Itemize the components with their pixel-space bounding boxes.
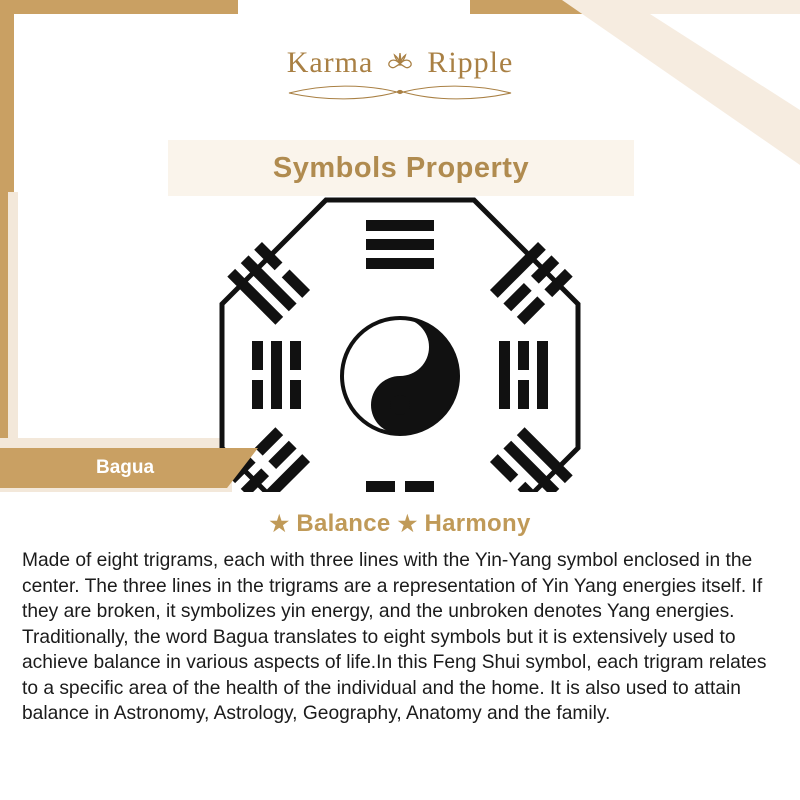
brand-logo xyxy=(0,46,800,80)
brand-name-right: Ripple xyxy=(427,46,514,79)
decor-left-bar xyxy=(0,172,14,192)
lotus-infinity-icon xyxy=(383,50,417,76)
description-section xyxy=(0,492,800,800)
brand-name-left: Karma xyxy=(286,46,374,79)
page-title: Symbols Property xyxy=(272,152,530,184)
star-icon-left: ★ xyxy=(269,511,290,536)
decor-band-top-left xyxy=(0,0,238,14)
figure-label-text: Bagua xyxy=(96,457,155,478)
description-paragraph: Made of eight trigrams, each with three lines with the Yin-Yang symbol enclosed in the center. The three lines in the trigrams are a representation of Yin Yang energies itself. If they are broken, it symbolizes yin energy, and the unbroken denotes Yang energies. Traditionally, the word Bagua translates to eight symbols but it is extensively used to achieve balance in various aspects of life.In this Feng Shui symbol, each trigram relates to a specific area of the health of the individual and the home. It is also used to attain balance in Astronomy, Astrology, Geography, Anatomy and the family. xyxy=(22,550,767,724)
subtitle-harmony: Harmony xyxy=(424,510,531,537)
section-subtitle xyxy=(0,510,800,538)
subtitle-balance: Balance xyxy=(296,510,391,537)
flourish-icon xyxy=(285,82,515,104)
decor-corner-top-left xyxy=(0,0,14,175)
star-icon-right: ★ xyxy=(397,511,418,536)
